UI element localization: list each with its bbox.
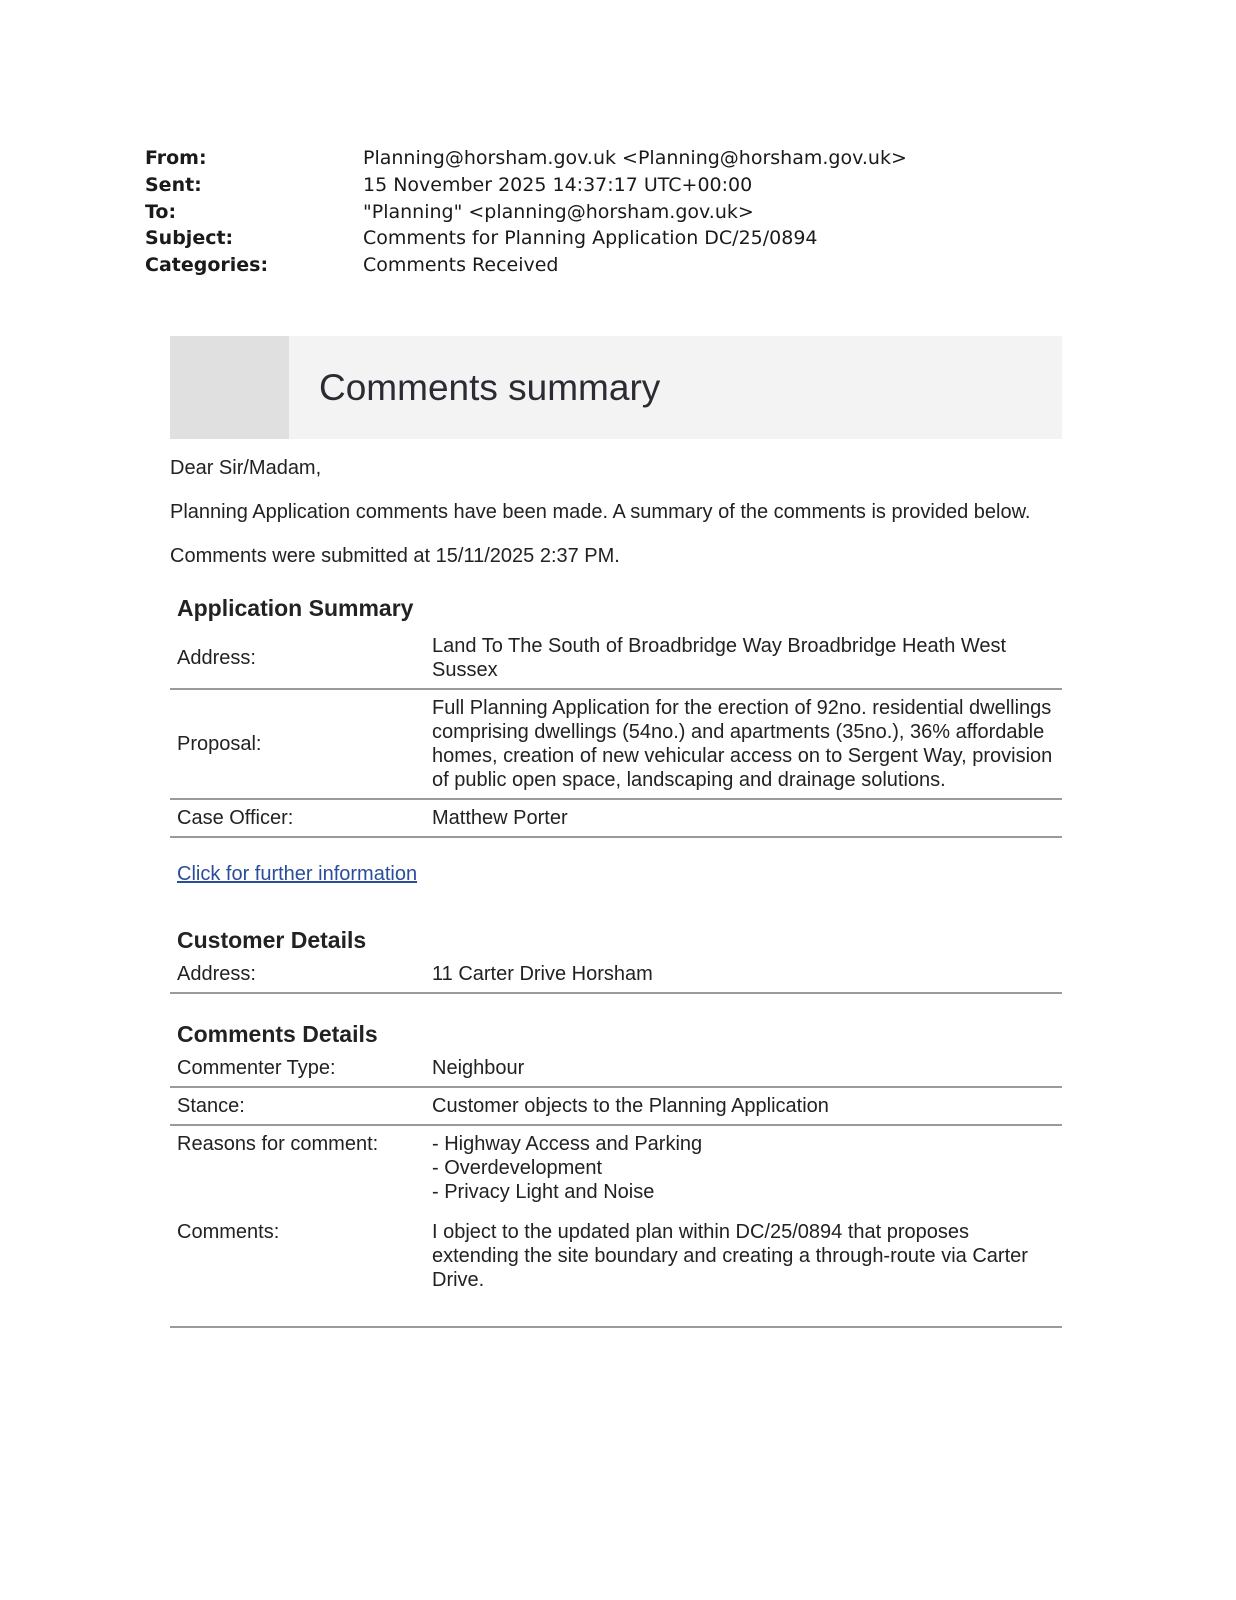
subject-row — [145, 225, 1045, 252]
categories-value: Comments Received — [363, 254, 559, 277]
customer-address-label: Address: — [170, 956, 425, 993]
list-item: - Privacy Light and Noise — [432, 1181, 655, 1203]
greeting: Dear Sir/Madam, — [170, 457, 322, 479]
table-row — [170, 1087, 1062, 1125]
intro-message: Planning Application comments have been made. A summary of the comments is provided below. — [170, 501, 1031, 523]
stance-value: Customer objects to the Planning Application — [425, 1087, 1062, 1125]
table-row — [170, 628, 1062, 689]
case-officer-label: Case Officer: — [170, 799, 425, 837]
list-item: - Overdevelopment — [432, 1157, 603, 1179]
comments-details-heading: Comments Details — [177, 1021, 378, 1047]
to-row — [145, 199, 1045, 226]
submitted-time: Comments were submitted at 15/11/2025 2:37 PM. — [170, 545, 620, 567]
table-row — [170, 956, 1062, 993]
comments-value: I object to the updated plan within DC/25/0894 that proposes extending the site boundary and creating a through-route via Carter Drive. — [432, 1221, 1028, 1291]
list-item: - Highway Access and Parking — [432, 1133, 703, 1155]
from-label: From: — [145, 147, 207, 169]
to-value: "Planning" <planning@horsham.gov.uk> — [363, 200, 754, 223]
email-header — [145, 145, 1045, 279]
sent-row — [145, 172, 1045, 199]
further-information-link[interactable]: Click for further information — [177, 863, 418, 885]
comments-summary-banner — [170, 336, 1062, 439]
table-row — [170, 799, 1062, 837]
stance-label: Stance: — [170, 1087, 425, 1125]
proposal-value: Full Planning Application for the erection of 92no. residential dwellings comprising dwellings (54no.) and apartments (35no.), 36% affordable homes, creation of new vehicular access on to Sergent Way, provision of public open space, landscaping and drainage solutions. — [425, 689, 1062, 799]
case-officer-value: Matthew Porter — [425, 799, 1062, 837]
sent-label: Sent: — [145, 173, 202, 196]
to-label: To: — [145, 200, 177, 223]
subject-label: Subject: — [145, 227, 234, 250]
categories-label: Categories: — [145, 254, 269, 277]
from-value: Planning@horsham.gov.uk <Planning@horsham.gov.uk> — [363, 147, 907, 169]
comments-label: Comments: — [177, 1221, 280, 1243]
bottom-divider — [170, 1326, 1062, 1328]
application-summary-heading: Application Summary — [177, 595, 414, 621]
reasons-list — [425, 1125, 1062, 1210]
table-row — [170, 1210, 1062, 1326]
commenter-type-value: Neighbour — [425, 1050, 1062, 1087]
from-row — [145, 145, 1045, 172]
sent-value: 15 November 2025 14:37:17 UTC+00:00 — [363, 173, 753, 196]
customer-address-value: 11 Carter Drive Horsham — [425, 956, 1062, 993]
subject-value: Comments for Planning Application DC/25/0894 — [363, 227, 818, 250]
address-value: Land To The South of Broadbridge Way Broadbridge Heath West Sussex — [425, 628, 1062, 689]
table-row — [170, 689, 1062, 799]
banner-side-block — [170, 336, 289, 439]
banner-title: Comments summary — [319, 367, 661, 408]
reasons-label: Reasons for comment: — [177, 1133, 379, 1155]
email-body — [170, 456, 1062, 1328]
comments-details-table — [170, 1050, 1062, 1326]
customer-details-table — [170, 956, 1062, 994]
application-summary-table — [170, 628, 1062, 838]
table-row — [170, 1050, 1062, 1087]
address-label: Address: — [170, 628, 425, 689]
customer-details-heading: Customer Details — [177, 927, 367, 953]
categories-row — [145, 252, 1045, 279]
table-row — [170, 1125, 1062, 1210]
commenter-type-label: Commenter Type: — [170, 1050, 425, 1087]
proposal-label: Proposal: — [170, 689, 425, 799]
